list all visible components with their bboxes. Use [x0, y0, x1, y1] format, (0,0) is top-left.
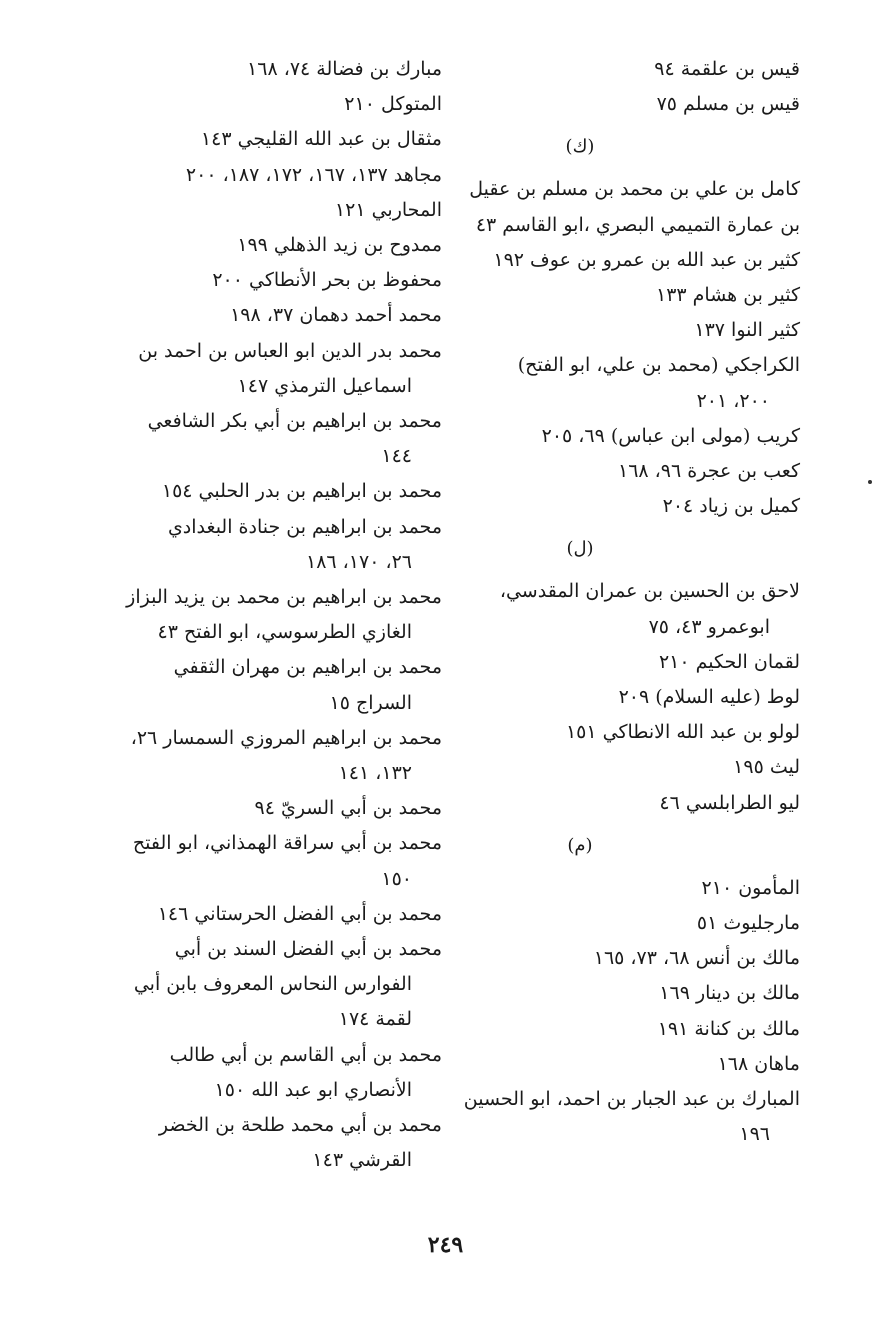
page-number: ٢٤٩: [427, 1232, 464, 1258]
left-column: [126, 52, 442, 1179]
index-entry-continuation: ١٤٤: [381, 445, 412, 468]
index-entry: مثقال بن عبد الله القليجي ١٤٣: [200, 128, 442, 151]
index-entry-continuation: اسماعيل الترمذي ١٤٧: [237, 374, 412, 397]
index-entry-continuation: القرشي ١٤٣: [312, 1149, 412, 1172]
index-entry: كثير بن عبد الله بن عمرو بن عوف ١٩٢: [493, 248, 800, 271]
index-entry: المتوكل ٢١٠: [344, 93, 442, 116]
index-entry: ليث ١٩٥: [733, 756, 800, 779]
index-entry: ليو الطرابلسي ٤٦: [659, 791, 800, 814]
index-entry: كعب بن عجرة ٩٦، ١٦٨: [618, 460, 800, 483]
index-entry: لاحق بن الحسين بن عمران المقدسي،: [499, 580, 800, 603]
index-entry: مارجليوث ٥١: [696, 912, 800, 935]
index-entry: كريب (مولى ابن عباس) ٦٩، ٢٠٥: [541, 424, 800, 447]
index-entry: محفوظ بن بحر الأنطاكي ٢٠٠: [212, 269, 442, 292]
index-entry: قيس بن علقمة ٩٤: [654, 58, 800, 80]
index-entry-continuation: ٢٠٠، ٢٠١: [696, 389, 770, 412]
index-entry: ماهان ١٦٨: [717, 1052, 800, 1075]
index-entry: بن عمارة التميمي البصري ،ابو القاسم ٤٣: [475, 213, 800, 236]
index-entry: لولو بن عبد الله الانطاكي ١٥١: [565, 721, 800, 744]
index-entry: المبارك بن عبد الجبار بن احمد، ابو الحسين: [463, 1088, 800, 1111]
index-entry: مالك بن دينار ١٦٩: [659, 982, 800, 1005]
index-entry: لوط (عليه السلام) ٢٠٩: [618, 686, 800, 709]
index-entry: ممدوح بن زيد الذهلي ١٩٩: [237, 234, 442, 257]
index-entry: محمد بن أبي محمد طلحة بن الخضر: [158, 1114, 442, 1137]
index-entry: الكراجكي (محمد بن علي، ابو الفتح): [517, 354, 800, 377]
index-entry: محمد بن ابراهيم بن أبي بكر الشافعي: [147, 410, 442, 433]
index-entry: كامل بن علي بن محمد بن مسلم بن عقيل: [469, 178, 800, 201]
index-entry: محمد بن ابراهيم بن محمد بن يزيد البزاز: [126, 586, 442, 609]
index-entry-continuation: ابوعمرو ٤٣، ٧٥: [648, 615, 770, 638]
index-entry: مجاهد ١٣٧، ١٦٧، ١٧٢، ١٨٧، ٢٠٠: [185, 163, 442, 186]
index-entry: مالك بن كنانة ١٩١: [657, 1017, 800, 1040]
index-entry-continuation: ١٩٦: [739, 1123, 770, 1146]
index-entry: محمد بن ابراهيم بن جنادة البغدادي: [167, 515, 442, 538]
right-column: [463, 52, 800, 1152]
index-entry-continuation: الأنصاري ابو عبد الله ١٥٠: [214, 1078, 412, 1101]
section-letter-heading: (ل): [566, 538, 594, 560]
index-entry-continuation: ١٣٢، ١٤١: [338, 762, 412, 785]
index-entry: محمد بن أبي سراقة الهمذاني، ابو الفتح: [132, 832, 442, 855]
index-entry: محمد بن ابراهيم بن بدر الحلبي ١٥٤: [161, 480, 442, 503]
index-entry: لقمان الحكيم ٢١٠: [658, 650, 800, 673]
margin-mark: [868, 480, 872, 484]
index-entry: قيس بن مسلم ٧٥: [656, 93, 800, 116]
index-entry: محمد بدر الدين ابو العباس بن احمد بن: [138, 339, 442, 362]
index-entry-continuation: لقمة ١٧٤: [338, 1008, 412, 1031]
index-entry: محمد بن ابراهيم بن مهران الثقفي: [173, 656, 442, 679]
index-entry-continuation: الفوارس النحاس المعروف بابن أبي: [133, 973, 412, 996]
index-entry: محمد بن أبي الفضل الحرستاني ١٤٦: [157, 902, 442, 925]
index-entry-continuation: ١٥٠: [381, 867, 412, 890]
index-entry-continuation: الغازي الطرسوسي، ابو الفتح ٤٣: [157, 621, 412, 644]
index-entry-continuation: السراج ١٥: [329, 691, 412, 714]
index-entry: محمد أحمد دهمان ٣٧، ١٩٨: [230, 304, 442, 327]
index-entry: مالك بن أنس ٦٨، ٧٣، ١٦٥: [593, 947, 800, 970]
index-entry: كثير النوا ١٣٧: [694, 319, 800, 342]
index-entry: محمد بن أبي السريّ ٩٤: [254, 797, 442, 820]
index-entry: المحاربي ١٢١: [334, 198, 442, 221]
index-entry: محمد بن ابراهيم المروزي السمسار ٢٦،: [130, 726, 442, 749]
index-entry: كميل بن زياد ٢٠٤: [662, 495, 800, 518]
index-entry: كثير بن هشام ١٣٣: [655, 284, 800, 307]
index-entry: محمد بن أبي القاسم بن أبي طالب: [169, 1043, 442, 1066]
index-entry-continuation: ٢٦، ١٧٠، ١٨٦: [305, 550, 412, 573]
index-entry: محمد بن أبي الفضل السند بن أبي: [174, 938, 442, 961]
section-letter-heading: (م): [567, 834, 593, 856]
index-entry: المأمون ٢١٠: [701, 876, 800, 899]
section-letter-heading: (ك): [565, 136, 595, 158]
index-entry: مبارك بن فضالة ٧٤، ١٦٨: [247, 58, 442, 80]
